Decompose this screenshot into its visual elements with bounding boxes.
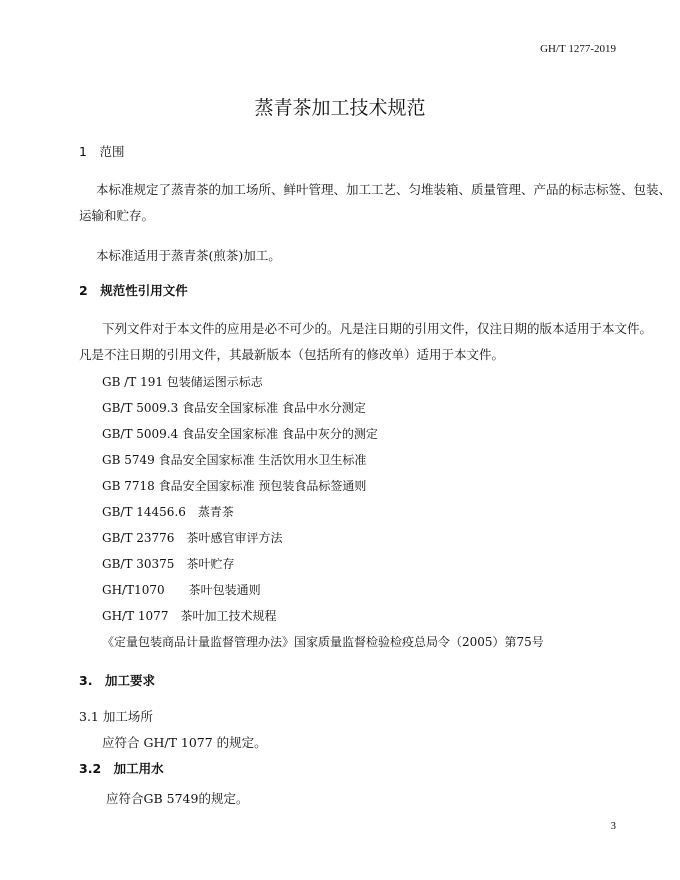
reference-item: GB/T 14456.6 蒸青茶 [102,505,234,519]
reference-item: 《定量包装商品计量监督管理办法》国家质量监督检验检疫总局令（2005）第75号 [102,635,544,649]
section-1-heading: 1 范围 [79,144,125,159]
reference-item: GH/T1070 茶叶包装通则 [102,583,261,597]
section-2-heading: 2 规范性引用文件 [79,283,188,298]
subsection-3-1-text: 应符合 GH/T 1077 的规定。 [102,735,267,750]
subsection-3-2-heading: 3.2 加工用水 [79,761,164,776]
reference-item: GB/T 5009.4 食品安全国家标准 食品中灰分的测定 [102,427,378,441]
section-1-para-1-line-1: 本标准规定了蒸青茶的加工场所、鲜叶管理、加工工艺、匀堆装箱、质量管理、产品的标志标签、包装、 [96,182,672,197]
page-number: 3 [610,820,616,832]
section-2-intro-line-2: 凡是不注日期的引用文件，其最新版本（包括所有的修改单）适用于本文件。 [79,347,505,362]
reference-item: GB 5749 食品安全国家标准 生活饮用水卫生标准 [102,453,367,467]
section-3-heading: 3. 加工要求 [79,673,155,688]
reference-item: GH/T 1077 茶叶加工技术规程 [102,609,277,623]
section-2-intro-line-1: 下列文件对于本文件的应用是必不可少的。凡是注日期的引用文件，仅注日期的版本适用于本文件。 [102,321,653,336]
reference-item: GB/T 5009.3 食品安全国家标准 食品中水分测定 [102,401,366,415]
reference-item: GB 7718 食品安全国家标准 预包装食品标签通则 [102,479,367,493]
subsection-3-2-text: 应符合GB 5749的规定。 [106,791,249,806]
reference-item: GB /T 191 包装储运图示标志 [102,375,263,389]
reference-item: GB/T 30375 茶叶贮存 [102,557,235,571]
reference-item: GB/T 23776 茶叶感官审评方法 [102,531,283,545]
section-1-para-2: 本标准适用于蒸青茶(煎茶)加工。 [96,248,281,263]
section-1-para-1-line-2: 运输和贮存。 [79,208,155,223]
subsection-3-1-heading: 3.1 加工场所 [79,709,153,724]
standard-number: GH/T 1277-2019 [540,43,616,55]
document-title: 蒸青茶加工技术规范 [254,97,426,119]
